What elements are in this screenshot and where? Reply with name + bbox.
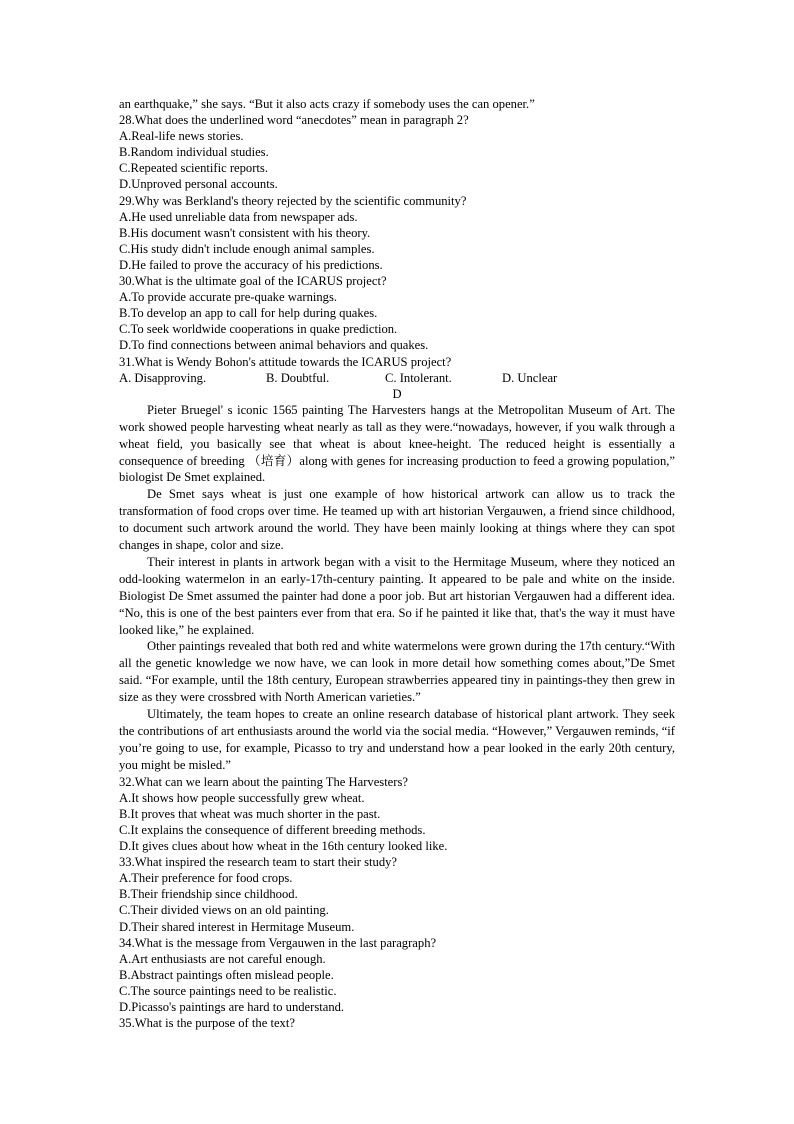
passage-d (119, 402, 675, 774)
question-31-options (119, 370, 675, 386)
option-28-b: B.Random individual studies. (119, 145, 269, 160)
passage-paragraph-4: Other paintings revealed that both red and white watermelons were grown during the 17th century.“With all the genetic knowledge we now have, we can look in more detail how something comes about,”De Smet said. “For example, until the 18th century, European strawberries appeared tiny in paintings-they then grew in size as they were crossbred with North American varieties.” (119, 639, 675, 705)
question-34: 34.What is the message from Vergauwen in the last paragraph? (119, 935, 437, 950)
question-31: 31.What is Wendy Bohon's attitude towards the ICARUS project? (119, 354, 452, 369)
passage-paragraph-3: Their interest in plants in artwork began with a visit to the Hermitage Museum, where they noticed an odd-looking watermelon in an early-17th-century painting. It appeared to be pale and white on the inside. Biologist De Smet assumed the painter had done a poor job. But art historian Vergauwen had a different idea. “No, this is one of the best painters ever from that era. So if he painted it like that, that's the way it must have looked like,” he explained. (119, 554, 675, 637)
question-33: 33.What inspired the research team to start their study? (119, 855, 398, 870)
question-35: 35.What is the purpose of the text? (119, 1016, 295, 1031)
section-label: D (392, 386, 402, 401)
option-29-c: C.His study didn't include enough animal samples. (119, 241, 375, 256)
option-29-d: D.He failed to prove the accuracy of his predictions. (119, 257, 383, 272)
question-block-28-31 (119, 96, 675, 386)
option-28-c: C.Repeated scientific reports. (119, 161, 268, 176)
option-31-a: A. Disapproving. (119, 370, 207, 385)
passage-paragraph-2: De Smet says wheat is just one example of how historical artwork can allow us to track the transformation of food crops over time. He teamed up with art historian Vergauwen, a friend since childhood, to document such artwork around the world. They have been mainly looking at things where they can spot changes in shape, color and size. (119, 487, 675, 553)
passage-paragraph-1: Pieter Bruegel' s iconic 1565 painting The Harvesters hangs at the Metropolitan Museum of Art. The work showed people harvesting wheat nearly as tall as they were.“nowadays, however, if you walk through a wheat field, you basically see that wheat is about knee-height. The reduced height is essentially a consequence of breeding （培育）along with genes for increasing production to feed a growing population,” biologist De Smet explained. (119, 402, 675, 485)
option-33-a: A.Their preference for food crops. (119, 871, 293, 886)
question-28: 28.What does the underlined word “anecdotes” mean in paragraph 2? (119, 113, 469, 128)
question-32: 32.What can we learn about the painting The Harvesters? (119, 774, 408, 789)
option-30-d: D.To find connections between animal behaviors and quakes. (119, 338, 429, 353)
option-30-b: B.To develop an app to call for help during quakes. (119, 306, 378, 321)
option-30-c: C.To seek worldwide cooperations in quake prediction. (119, 322, 398, 337)
passage-paragraph-5: Ultimately, the team hopes to create an online research database of historical plant artwork. They seek the contributions of art enthusiasts around the world via the social media. “However,” Vergauwen reminds, “if you’re going to use, for example, Picasso to try and understand how a pear looked in the early 20th century, you might be misled.” (119, 707, 675, 772)
option-31-d: D. Unclear (502, 370, 558, 385)
text-line: an earthquake,” she says. “But it also acts crazy if somebody uses the can opener.” (119, 97, 535, 111)
question-block-32-35 (119, 774, 675, 1032)
question-29: 29.Why was Berkland's theory rejected by the scientific community? (119, 193, 467, 208)
option-29-b: B.His document wasn't consistent with his theory. (119, 225, 371, 240)
option-34-c: C.The source paintings need to be realistic. (119, 983, 337, 998)
question-30: 30.What is the ultimate goal of the ICARUS project? (119, 274, 387, 289)
option-28-a: A.Real-life news stories. (119, 129, 244, 144)
option-31-b: B. Doubtful. (266, 370, 330, 385)
option-33-c: C.Their divided views on an old painting. (119, 903, 329, 918)
option-33-d: D.Their shared interest in Hermitage Museum. (119, 919, 355, 934)
option-32-a: A.It shows how people successfully grew wheat. (119, 790, 365, 805)
option-32-b: B.It proves that wheat was much shorter in the past. (119, 806, 381, 821)
option-32-d: D.It gives clues about how wheat in the 16th century looked like. (119, 839, 448, 854)
document-page (119, 96, 675, 1031)
option-34-d: D.Picasso's paintings are hard to understand. (119, 1000, 345, 1015)
option-32-c: C.It explains the consequence of different breeding methods. (119, 823, 426, 837)
option-29-a: A.He used unreliable data from newspaper ads. (119, 209, 358, 224)
option-34-a: A.Art enthusiasts are not careful enough. (119, 951, 326, 966)
option-31-c: C. Intolerant. (385, 370, 452, 385)
option-34-b: B.Abstract paintings often mislead people. (119, 967, 334, 982)
option-33-b: B.Their friendship since childhood. (119, 887, 298, 902)
option-30-a: A.To provide accurate pre-quake warnings. (119, 290, 338, 305)
option-28-d: D.Unproved personal accounts. (119, 177, 278, 192)
